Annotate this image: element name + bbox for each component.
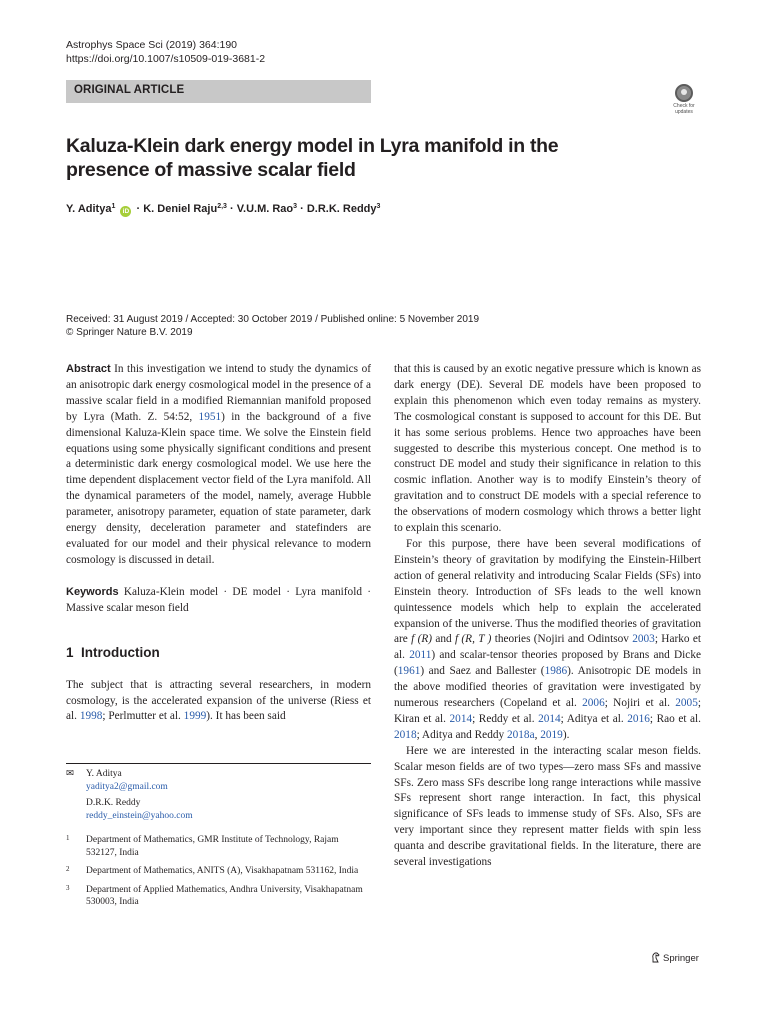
article-type-band [66, 80, 371, 103]
citation-link[interactable]: 2006 [582, 697, 605, 710]
footnote-divider [66, 763, 371, 764]
body-text: ; Rao et al. [649, 712, 701, 725]
abstract-label: Abstract [66, 363, 111, 375]
body-text: ) and Saez and Ballester ( [420, 665, 545, 678]
article-type-label: ORIGINAL ARTICLE [74, 84, 185, 96]
contact-author-name: D.R.K. Reddy [86, 798, 141, 808]
math-expression: f (R) [411, 633, 432, 646]
author-affiliation: 1 [111, 203, 116, 210]
affiliation-number: 1 [66, 834, 70, 842]
affiliation-number: 3 [66, 883, 70, 892]
publisher-logo [651, 952, 699, 964]
section-number: 1 [66, 644, 74, 660]
email-link[interactable]: yaditya2@gmail.com [86, 781, 168, 792]
orcid-icon[interactable]: iD [120, 206, 131, 217]
copyright-line: © Springer Nature B.V. 2019 [66, 327, 193, 338]
body-text: , [534, 728, 541, 741]
author-name[interactable]: D.R.K. Reddy [306, 203, 377, 215]
author-affiliation: 3 [376, 203, 381, 210]
check-updates-icon [675, 84, 693, 102]
body-text: ; Perlmutter et al. [102, 710, 184, 723]
body-text: ). [562, 728, 570, 741]
abstract [66, 362, 371, 569]
affiliation-number: 2 [66, 865, 70, 873]
check-for-updates-badge[interactable] [664, 84, 704, 118]
body-text: The subject that is attracting several researchers, in modern cosmology, is the accelerated expansion of the universe (Riess et al. [66, 678, 371, 723]
check-updates-label: Check for updates [673, 103, 695, 115]
citation-link[interactable]: 1998 [79, 710, 103, 723]
email-link[interactable]: reddy_einstein@yahoo.com [86, 810, 193, 821]
citation-link[interactable]: 2014 [449, 712, 473, 725]
citation-link[interactable]: 2011 [409, 649, 432, 662]
keywords [66, 585, 371, 617]
corresponding-authors [66, 768, 371, 822]
right-column [394, 362, 701, 871]
citation-link[interactable]: 2005 [675, 697, 698, 710]
body-text: ; Reddy et al. [472, 712, 539, 725]
body-paragraph: Here we are interested in the interacting scalar meson fields. Scalar meson fields are of two types—zero mass SFs and massive SFs. Zero mass SFs describe long range interactions while massive SFs represent short range interaction. In fact, this physical significance of SFs leads to immense study of SFs. Also, SFs are very important since they represent matter fields with spin less quanta and describe gravitational fields. In the literature, there are several investigations [394, 744, 701, 869]
citation-link[interactable]: 1951 [198, 410, 222, 423]
envelope-icon: ✉ [66, 768, 74, 779]
publisher-name: Springer [663, 953, 699, 964]
section-title: Introduction [81, 644, 160, 660]
author-list [66, 203, 380, 217]
citation-link[interactable]: 1999 [183, 710, 207, 723]
springer-horse-icon [651, 952, 661, 963]
author-name[interactable]: Y. Aditya [66, 203, 112, 215]
citation-link[interactable]: 2018 [394, 728, 417, 741]
citation-link[interactable]: 2018a [506, 728, 535, 741]
author-name[interactable]: K. Deniel Raju [143, 203, 218, 215]
journal-citation: Astrophys Space Sci (2019) 364:190 [66, 39, 238, 51]
intro-paragraph [66, 678, 371, 726]
affiliation-text: Department of Mathematics, ANITS (A), Visakhapatnam 531162, India [86, 866, 359, 876]
affiliation [66, 865, 371, 878]
citation-link[interactable]: 1961 [397, 665, 421, 678]
doi-link[interactable]: https://doi.org/10.1007/s10509-019-3681-2 [66, 53, 266, 65]
affiliation [66, 834, 371, 859]
abstract-text: In this investigation we intend to study the dynamics of an anisotropic dark energy cosmological model in the presence of a massive scalar field in a modified Riemannian manifold proposed by Lyra (Math. Z. 54:52, [66, 363, 371, 423]
keywords-text: Kaluza-Klein model · DE model · Lyra manifold · Massive scalar meson field [66, 585, 371, 614]
publication-dates [66, 313, 479, 339]
body-text: ; Kiran et al. [394, 697, 701, 725]
body-text: ). Anisotropic DE models in the above modified theories of gravitation were investigated by numerous researchers (Copeland et al. [394, 665, 701, 710]
body-text: and [432, 633, 455, 646]
citation-link[interactable]: 2014 [538, 712, 561, 725]
abstract-text: ) in the background of a five dimensional Kaluza-Klein space time. We solve the Einstein field equations using some physically significant conditions and present a deterministic dark energy cosmological model. We use here the time dependent displacement vector field of the Lyra manifold. All the dynamical parameters of the model, namely, average Hubble parameter, anisotropy parameter, equation of state parameter, dark energy density, deceleration parameter and statefinders are evaluated for our model and their physical relevance to modern cosmology is discussed in detail. [66, 410, 371, 566]
citation-link[interactable]: 2016 [627, 712, 650, 725]
body-text: ; Nojiri et al. [604, 697, 676, 710]
author-affiliation: 2,3 [217, 203, 227, 210]
footnotes [66, 768, 371, 909]
body-text: For this purpose, there have been several modifications of Einstein’s theory of gravitation by modifying the Einstein-Hilbert action of general relativity and introducing Scalar Fields (SFs) into Einstein theory. Introduction of SFs leads to the well known quintessence models which help to explain the accelerated expansion of the universe. Thus the modified theories of gravitation are [394, 537, 701, 646]
affiliation-text: Department of Applied Mathematics, Andhra University, Visakhapatnam 530003, India [86, 884, 363, 907]
citation-link[interactable]: 2003 [632, 633, 655, 646]
body-text: ; Harko et al. [394, 633, 701, 662]
keywords-label: Keywords [66, 585, 119, 598]
author-separator: · [297, 203, 307, 215]
left-column [66, 362, 371, 725]
body-text: theories (Nojiri and Odintsov [491, 633, 633, 646]
affiliation-text: Department of Mathematics, GMR Institute of Technology, Rajam 532127, India [86, 835, 339, 858]
body-text: ). It has been said [206, 710, 286, 723]
journal-header [66, 38, 265, 66]
author-name[interactable]: V.U.M. Rao [236, 203, 294, 215]
contact-author-name: Y. Aditya [86, 769, 122, 779]
body-text: ) and scalar-tensor theories proposed by Brans and Dicke ( [394, 649, 701, 678]
body-text: ; Aditya and Reddy [416, 728, 507, 741]
citation-link[interactable]: 2019 [540, 728, 563, 741]
author-separator: · [226, 203, 237, 215]
date-history: Received: 31 August 2019 / Accepted: 30 October 2019 / Published online: 5 November 2019 [66, 314, 480, 325]
body-paragraph: that this is caused by an exotic negative pressure which is known as dark energy (DE). Several DE models have been proposed to explain this phenomenon which even today remains as mystery. The cosmological constant is supposed to account for this DE. But it has some serious problems. Hence two approaches have been suggested to describe this mysterious concept. One method is to construct DE model and study their significance in relation to this cosmic inflation. Another way is to modify Einstein’s theory of gravitation and to construct DE models with a special reference to the observations of modern cosmology which throws a better light to explain this scenario. [394, 363, 701, 535]
article-title: Kaluza-Klein dark energy model in Lyra manifold in the presence of massive scalar field [66, 135, 559, 181]
affiliation [66, 884, 371, 909]
body-text: ; Aditya et al. [560, 712, 628, 725]
citation-link[interactable]: 1986 [544, 665, 568, 678]
body-paragraph [394, 537, 701, 744]
math-expression: f (R, T ) [454, 633, 492, 646]
author-separator: · [136, 203, 144, 215]
author-affiliation: 3 [293, 203, 298, 210]
section-heading [66, 644, 371, 662]
